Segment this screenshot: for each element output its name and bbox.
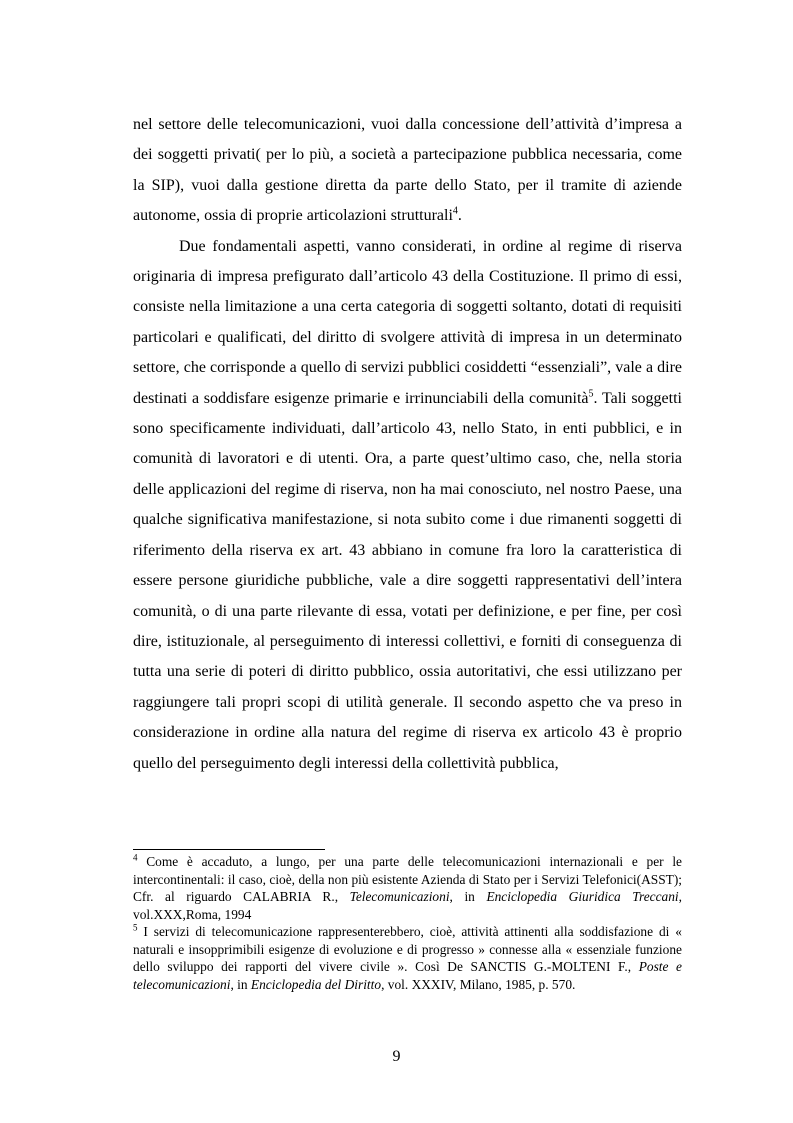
footnote-ref-4[interactable]: 4 (452, 205, 458, 217)
footnote-separator (133, 849, 325, 850)
page-number: 9 (392, 1048, 401, 1065)
paragraph-2: Due fondamentali aspetti, vanno considerati, in ordine al regime di riserva originaria di impresa prefigurato dall’articolo 43 della Costituzione. Il primo di essi, consiste nella limitazione a una certa categoria di soggetti soltanto, dotati di requisiti particolari e qualificati, del diritto di svolgere attività di impresa in un determinato settore, che corrisponde a quello di servizi pubblici cosiddetti “essenziali”, vale a dire destinati a soddisfare esigenze primarie e irrinunciabili della comunità$^5$. Tali soggetti sono specificamente individuati, dall’articolo 43, nello Stato, in enti pubblici, e in comunità di lavoratori e di utenti. Ora, a parte quest’ultimo caso, che, nella storia delle applicazioni del regime di riserva, non ha mai conosciuto, nel nostro Paese, una qualche significativa manifestazione, si nota subito come i due rimanenti soggetti di riferimento della riserva ex art. 43 abbiano in comune fra loro la caratteristica di essere persone giuridiche pubbliche, vale a dire soggetti rappresentativi dell’intera comunità, o di una parte rilevante di essa, votati per definizione, e per fine, per così dire, istituzionale, al perseguimento di interessi collettivi, e forniti di conseguenza di tutta una serie di poteri di diritto pubblico, ossia autoritativi, che essi utilizzano per raggiungere tali propri scopi di utilità generale. Il secondo aspetto che va preso in considerazione in ordine alla natura del regime di riserva ex articolo 43 è proprio quello del perseguimento degli interessi della collettività pubblica, (133, 237, 682, 772)
paragraph-1: nel settore delle telecomunicazioni, vuoi dalla concessione dell’attività d’impresa a dei soggetti privati( per lo più, a società a partecipazione pubblica necessaria, come la SIP), vuoi dalla gestione diretta da parte dello Stato, per il tramite di aziende autonome, ossia di proprie articolazioni strutturali$^4$. (133, 116, 682, 225)
footnote-5: $^5$ I servizi di telecomunicazione rappresenterebbero, cioè, attività attinenti alla soddisfazione di « naturali e insopprimibili esigenze di evoluzione e di progresso » connesse alla « essenziale funzione dello sviluppo dei rapporti del vivere civile ». Così De SANCTIS G.-MOLTENI F., Poste e telecomunicazioni, in Enciclopedia del Diritto, vol. XXXIV, Milano, 1985, p. 570. (133, 922, 683, 992)
footnote-4: $^4$ Come è accaduto, a lungo, per una parte delle telecomunicazioni internazionali e per le intercontinentali: il caso, cioè, della non più esistente Azienda di Stato per i Servizi Telefonici(ASST); Cfr. al riguardo CALABRIA R., Telecomunicazioni, in Enciclopedia Giuridica Treccani, vol.XXX,Roma, 1994 (133, 852, 682, 922)
main-text (133, 110, 682, 779)
footnotes (133, 853, 682, 993)
footnote-ref-5[interactable]: 5 (588, 388, 594, 400)
